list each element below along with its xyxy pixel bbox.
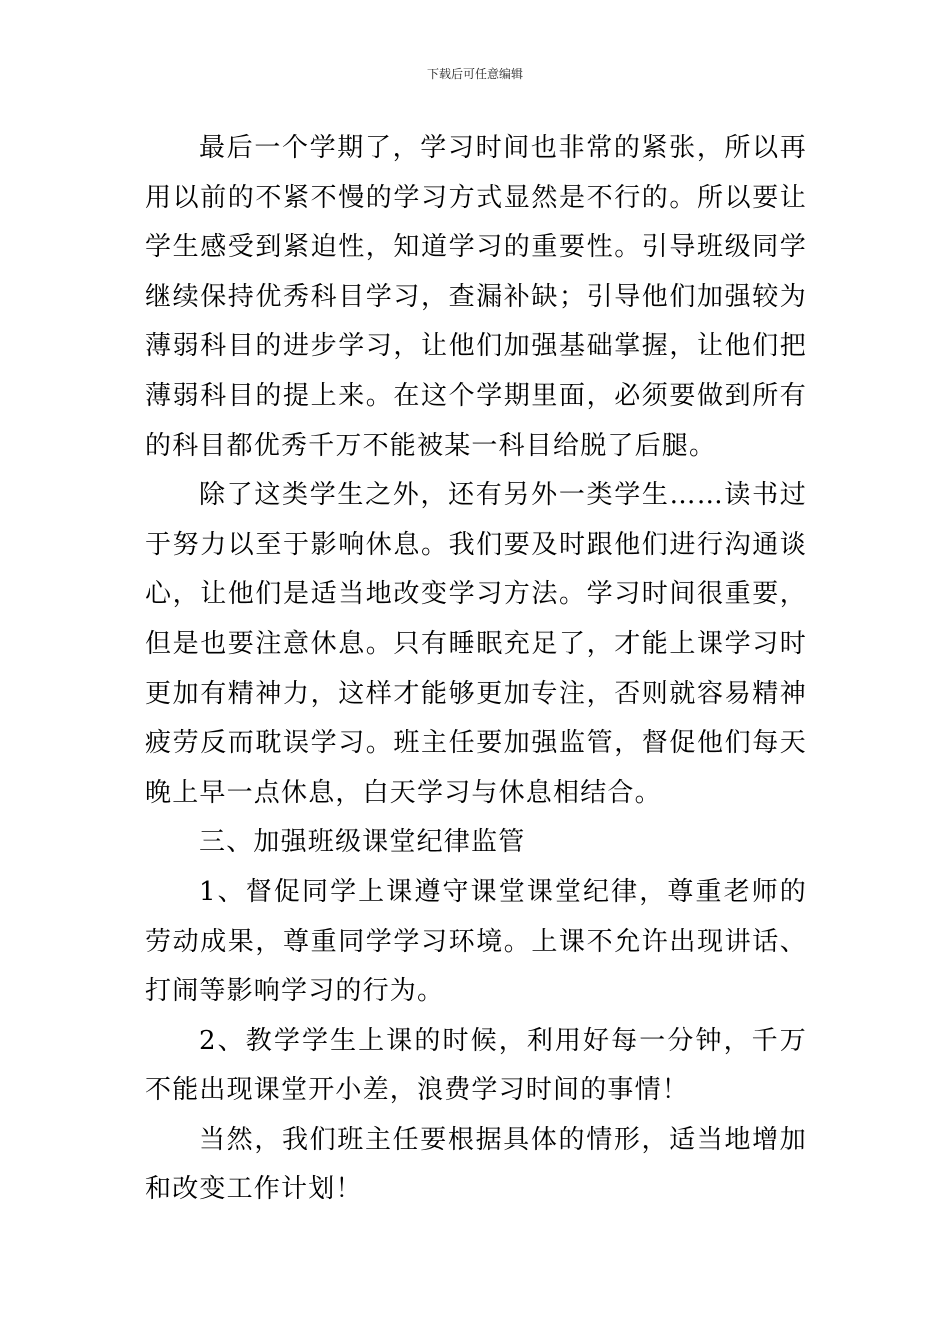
paragraph-study-urgency: 最后一个学期了，学习时间也非常的紧张，所以再用以前的不紧不慢的学习方式显然是不行的。所以要让学生感受到紧迫性，知道学习的重要性。引导班级同学继续保持优秀科目学习，查漏补缺；引导他们加强较为薄弱科目的进步学习，让他们加强基础掌握，让他们把薄弱科目的提上来。在这个学期里面，必须要做到所有的科目都优秀千万不能被某一科目给脱了后腿。 bbox=[145, 133, 807, 461]
section-heading-classroom-discipline: 三、加强班级课堂纪律监管 bbox=[199, 827, 526, 858]
paragraph-rest-balance: 除了这类学生之外，还有另外一类学生……读书过于努力以至于影响休息。我们要及时跟他们进行沟通谈心，让他们是适当地改变学习方法。学习时间很重要，但是也要注意休息。只有睡眠充足了，才能上课学习时更加有精神力，这样才能够更加专注，否则就容易精神疲劳反而耽误学习。班主任要加强监管，督促他们每天晚上早一点休息，白天学习与休息相结合。 bbox=[145, 480, 807, 808]
list-item-2: 2、教学学生上课的时候，利用好每一分钟，千万不能出现课堂开小差，浪费学习时间的事情！ bbox=[145, 1025, 807, 1106]
list-item-1: 1、督促同学上课遵守课堂课堂纪律，尊重老师的劳动成果，尊重同学学习环境。上课不允许出现讲话、打闹等影响学习的行为。 bbox=[145, 876, 807, 1007]
paragraph-conclusion: 当然，我们班主任要根据具体的情形，适当地增加和改变工作计划！ bbox=[145, 1124, 807, 1205]
header-note: 下载后可任意编辑 bbox=[426, 67, 523, 81]
document-body bbox=[145, 124, 807, 1215]
